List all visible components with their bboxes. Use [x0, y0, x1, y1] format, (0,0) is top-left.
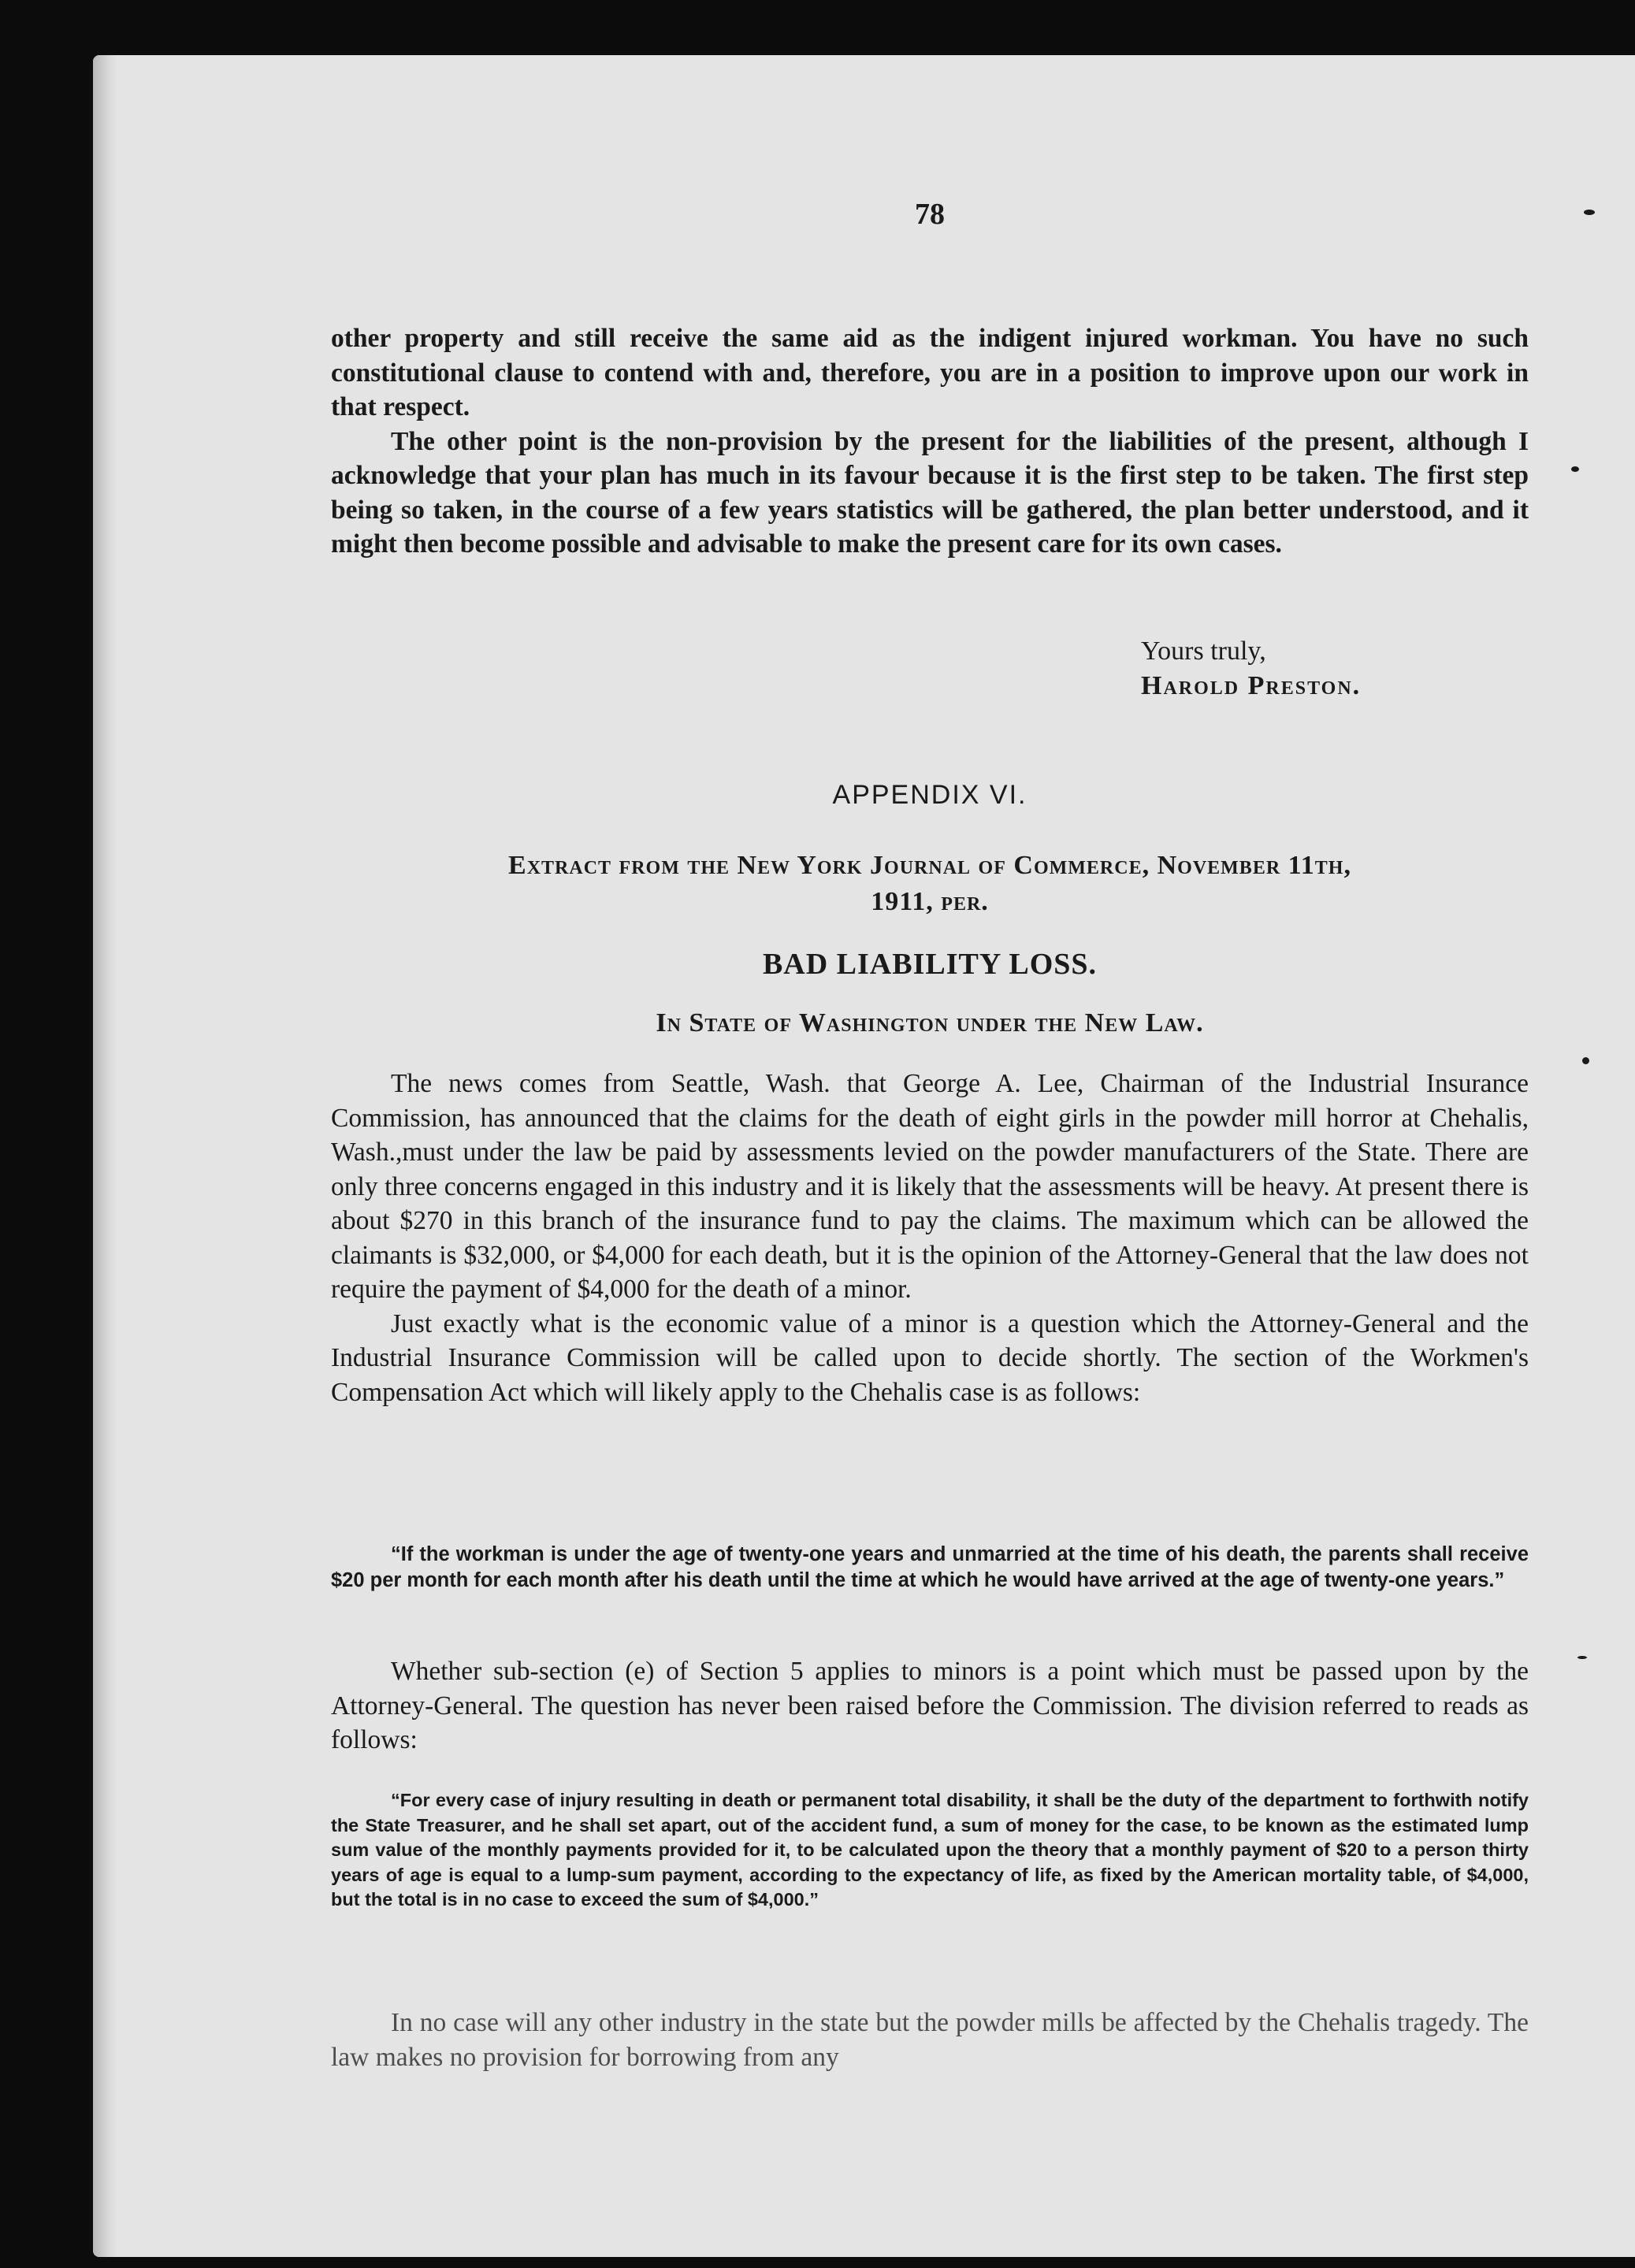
margin-speck — [1577, 1656, 1587, 1659]
statute-quote-1: “If the workman is under the age of twenty-one years and unmarried at the time of his death, the parents shall receive $20 per month for each month after his death until the time at which he would have arrived at the age of twenty-one years.” — [331, 1543, 1529, 1591]
scan-dark-corner — [1477, 0, 1635, 55]
letter-paragraph-1: other property and still receive the same aid as the indigent injured workman. You have no such constitutional clause to contend with and, therefore, you are in a position to improve upon our work in that respect. — [331, 324, 1529, 421]
salutation: Yours truly, — [1141, 637, 1266, 666]
extract-line-1: Extract from the New York Journal of Commerce, November 11th, — [508, 851, 1351, 880]
letter-paragraph-2: The other point is the non-provision by the present for the liabilities of the present, although I acknowledge that your plan has much in its favour because it is the first step to be taken. The first step being so taken, in the course of a few years statistics will be gathered, the plan better understood, and it might then become possible and advisable to make the present care for its own cases. — [331, 426, 1529, 559]
article-headline: BAD LIABILITY LOSS. — [762, 948, 1098, 981]
extract-heading — [331, 848, 1529, 920]
article-paragraph-3: Whether sub-section (e) of Section 5 applies to minors is a point which must be passed upon by the Attorney-General. The question has never been raised before the Commission. The division referred to reads as follows: — [331, 1657, 1529, 1754]
signature: Harold Preston. — [1141, 671, 1362, 700]
article-paragraph-2: Just exactly what is the economic value of a minor is a question which the Attorney-General and the Industrial Insurance Commission will be called upon to decide shortly. The section of the Workmen's Compensation Act which will likely apply to the Chehalis case is as follows: — [331, 1308, 1529, 1407]
letter-continuation — [331, 321, 1529, 562]
article-paragraph-4: In no case will any other industry in the state but the powder mills be affected by the Chehalis tragedy. The law makes no provision for borrowing from any — [331, 2008, 1529, 2072]
article-paragraph-1: The news comes from Seattle, Wash. that George A. Lee, Chairman of the Industrial Insurance Commission, has announced that the claims for the death of eight girls in the powder mill horror at Chehalis, Wash.,must under the law be paid by assessments levied on the powder manufacturers of the State. There are only three concerns engaged in this industry and it is likely that the assessments will be heavy. At present there is about $270 in this branch of the insurance fund to pay the claims. The maximum which can be allowed the claimants is $32,000, or $4,000 for each death, but it is the opinion of the Attorney-General that the law does not require the payment of $4,000 for the death of a minor. — [331, 1069, 1529, 1304]
page-number: 78 — [915, 198, 945, 231]
margin-speck — [1571, 466, 1579, 472]
extract-line-2: 1911, per. — [871, 887, 989, 916]
margin-speck — [1584, 210, 1595, 215]
statute-quote-2: “For every case of injury resulting in death or permanent total disability, it shall be the duty of the department to forthwith notify the State Treasurer, and he shall set apart, out of the accident fund, a sum of money for the case, to be known as the estimated lump sum value of the monthly payments provided for it, to be calculated upon the theory that a monthly payment of $20 to a person thirty years of age is equal to a lump-sum payment, according to the expectancy of life, as fixed by the American mortality table, of $4,000, but the total is in no case to exceed the sum of $4,000.” — [331, 1790, 1529, 1910]
appendix-title: APPENDIX VI. — [832, 780, 1027, 810]
article-body — [331, 1067, 1529, 1409]
margin-speck — [1582, 1057, 1589, 1064]
page-binding-edge — [93, 55, 117, 2257]
letter-closing — [1141, 634, 1361, 703]
article-subheadline: In State of Washington under the New Law. — [656, 1008, 1204, 1037]
document-page — [93, 55, 1635, 2257]
